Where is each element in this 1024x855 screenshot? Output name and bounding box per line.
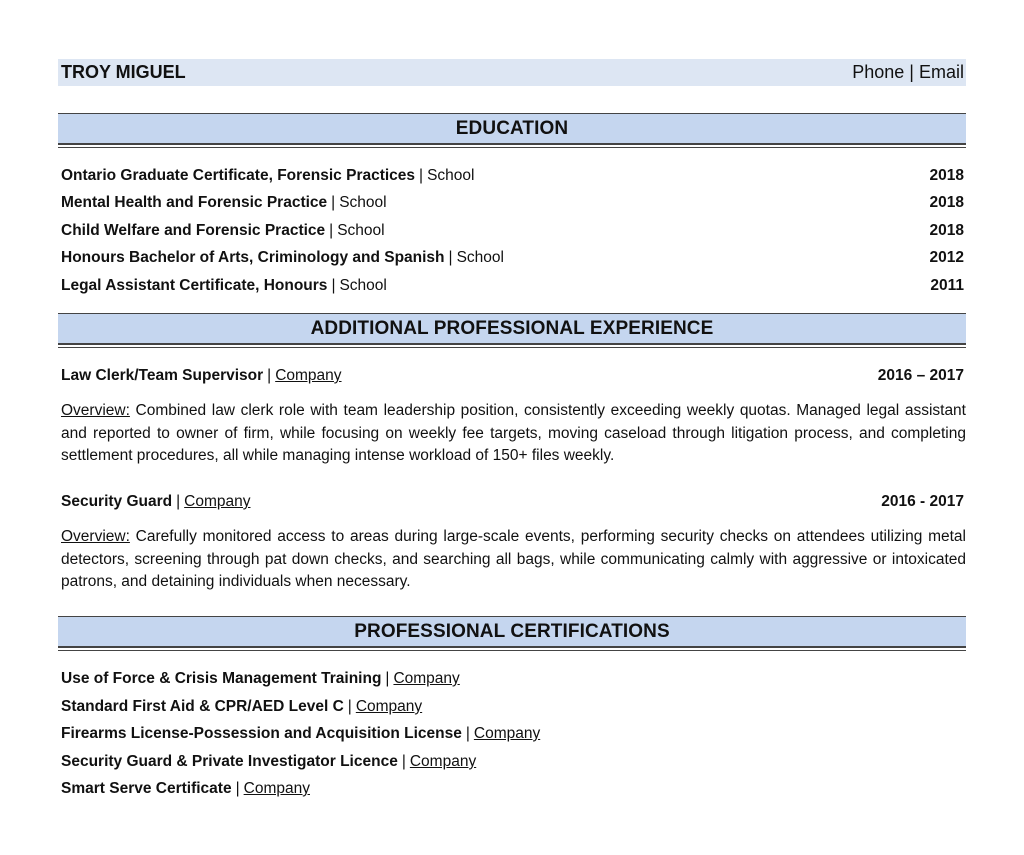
degree: Child Welfare and Forensic Practice — [61, 222, 326, 239]
year: 2011 — [930, 277, 964, 294]
job-overview — [61, 526, 966, 594]
job-overview — [61, 400, 966, 468]
degree: Legal Assistant Certificate, Honours — [61, 277, 328, 294]
certification-name: Smart Serve Certificate — [61, 780, 232, 797]
education-item: Legal Assistant Certificate, Honours | School 2011 — [61, 277, 964, 294]
certification-item: Use of Force & Crisis Management Training | Company — [61, 670, 460, 687]
company-link[interactable]: Company — [393, 670, 460, 687]
section-title: EDUCATION — [455, 117, 569, 139]
certification-item: Security Guard & Private Investigator Licence | Company — [61, 753, 477, 770]
overview-label: Overview: — [61, 528, 130, 545]
year: 2018 — [929, 194, 964, 211]
overview-label: Overview: — [61, 402, 130, 419]
candidate-name: TROY MIGUEL — [61, 62, 186, 82]
education-item: Ontario Graduate Certificate, Forensic Practices | School 2018 — [61, 167, 964, 184]
certification-item: Smart Serve Certificate | Company — [61, 780, 310, 797]
company-link[interactable]: Company — [243, 780, 310, 797]
certifications-header — [58, 616, 966, 648]
section-title: PROFESSIONAL CERTIFICATIONS — [354, 620, 670, 642]
job-title: Law Clerk/Team Supervisor — [61, 367, 264, 384]
school: School — [337, 222, 385, 239]
section-title: ADDITIONAL PROFESSIONAL EXPERIENCE — [310, 317, 714, 339]
education-header — [58, 113, 966, 145]
school: School — [427, 167, 475, 184]
certification-name: Firearms License-Possession and Acquisition License — [61, 725, 462, 742]
job-header: Law Clerk/Team Supervisor | Company 2016 – 2017 — [61, 367, 964, 384]
job-header: Security Guard | Company 2016 - 2017 — [61, 493, 964, 510]
school: School — [339, 194, 387, 211]
contact-info: Phone | Email — [852, 62, 964, 82]
name-header — [58, 59, 966, 86]
company-link[interactable]: Company — [275, 367, 342, 384]
certification-name: Security Guard & Private Investigator Licence — [61, 753, 398, 770]
education-item: Mental Health and Forensic Practice | School 2018 — [61, 194, 964, 211]
company-link[interactable]: Company — [355, 698, 423, 715]
job-dates: 2016 – 2017 — [877, 367, 964, 384]
school: School — [456, 249, 504, 266]
certification-name: Use of Force & Crisis Management Training — [61, 670, 382, 687]
school: School — [339, 277, 387, 294]
company-link[interactable]: Company — [409, 753, 477, 770]
job-dates: 2016 - 2017 — [881, 493, 964, 510]
education-item: Child Welfare and Forensic Practice | School 2018 — [61, 222, 964, 239]
experience-header — [58, 313, 966, 345]
year: 2018 — [929, 167, 964, 184]
degree: Honours Bachelor of Arts, Criminology and Spanish — [61, 249, 445, 266]
certification-item: Standard First Aid & CPR/AED Level C | Company — [61, 698, 423, 715]
year: 2018 — [929, 222, 964, 239]
education-item: Honours Bachelor of Arts, Criminology and Spanish | School 2012 — [61, 249, 964, 266]
overview-text: Combined law clerk role with team leadership position, consistently exceeding weekly quotas. Managed legal assistant and reported to owner of firm, while focusing on weekly fee targets, moving caseload through litigation process, and completing settlement procedures, all while managing intense workload of 150+ files weekly. — [61, 402, 966, 464]
certification-item: Firearms License-Possession and Acquisition License | Company — [61, 725, 541, 742]
company-link[interactable]: Company — [473, 725, 541, 742]
year: 2012 — [929, 249, 964, 266]
job-title: Security Guard — [61, 493, 173, 510]
degree: Mental Health and Forensic Practice — [61, 194, 328, 211]
company-link[interactable]: Company — [184, 493, 251, 510]
degree: Ontario Graduate Certificate, Forensic Practices — [61, 167, 416, 184]
overview-text: Carefully monitored access to areas during large-scale events, performing security checks on attendees utilizing metal detectors, screening through pat down checks, and searching all bags, while communicating calmly with aggressive or intoxicated patrons, and detaining individuals when necessary. — [61, 528, 966, 590]
certification-name: Standard First Aid & CPR/AED Level C — [61, 698, 344, 715]
